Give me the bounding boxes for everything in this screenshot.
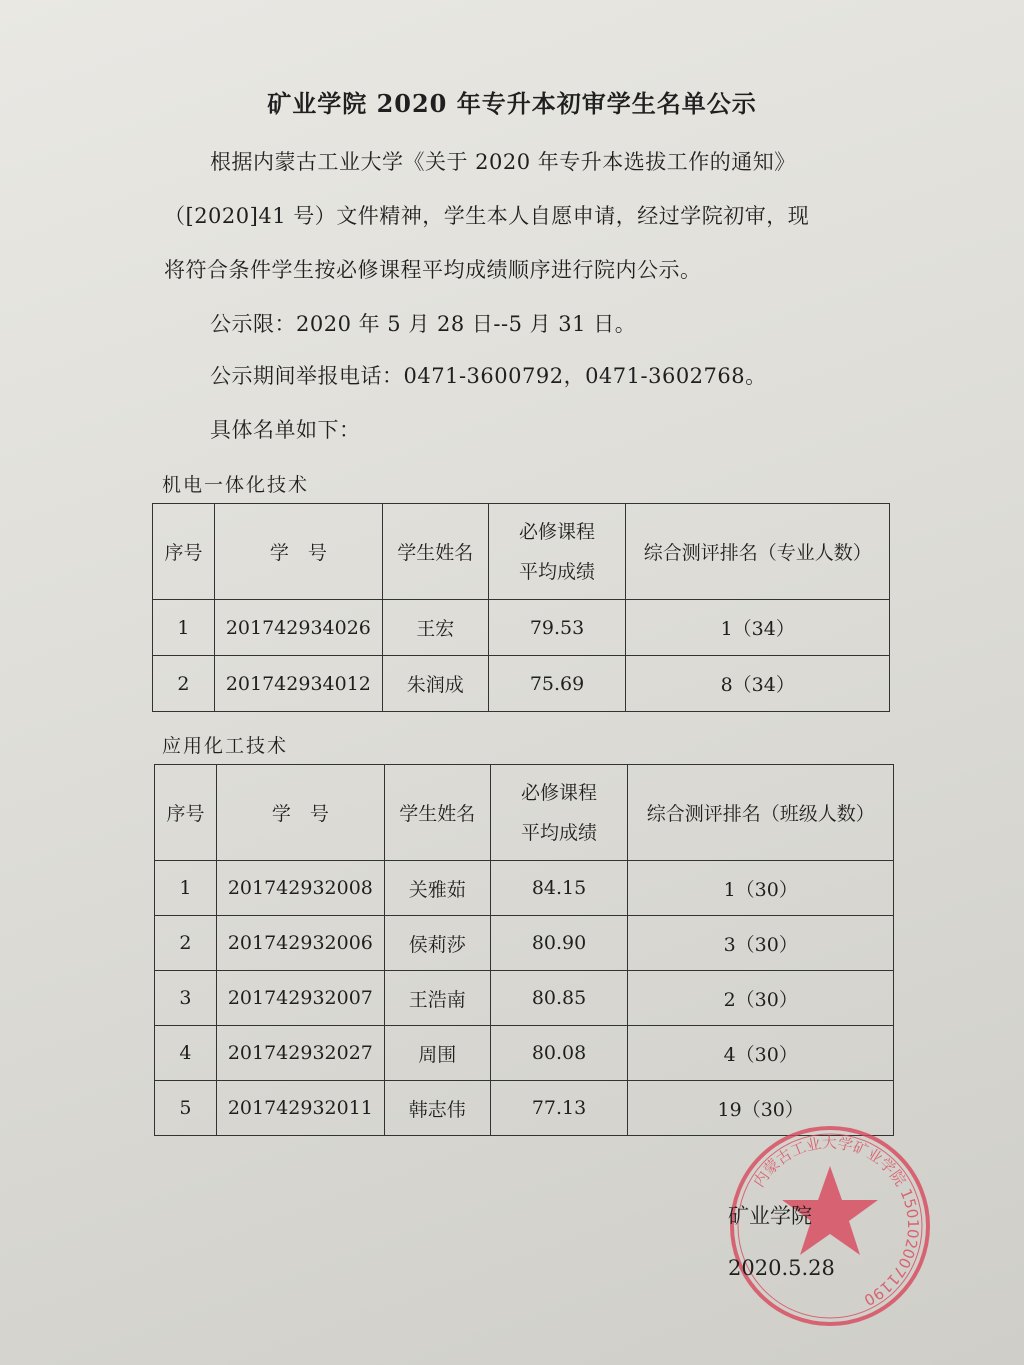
section-label-chemical-tech: 应用化工技术 [162, 735, 289, 757]
header-average-line1: 必修课程 [519, 520, 596, 543]
cell-ranking: 4（30） [628, 1026, 894, 1081]
cell-average-score: 84.15 [490, 861, 628, 916]
cell-student-id: 201742932011 [216, 1081, 384, 1136]
cell-student-name: 周围 [384, 1026, 490, 1081]
cell-student-name: 王浩南 [384, 971, 490, 1026]
intro-line-3: 将符合条件学生按必修课程平均成绩顺序进行院内公示。 [164, 258, 702, 282]
header-student-name: 学生姓名 [384, 765, 490, 861]
cell-average-score: 80.90 [490, 916, 628, 971]
cell-average-score: 79.53 [488, 600, 626, 656]
cell-seq: 5 [155, 1081, 217, 1136]
cell-student-id: 201742932006 [216, 916, 384, 971]
cell-average-score: 80.85 [490, 971, 628, 1026]
cell-ranking: 1（34） [626, 600, 890, 656]
publicity-period: 公示限：2020 年 5 月 28 日--5 月 31 日。 [210, 312, 637, 336]
cell-ranking: 8（34） [626, 656, 890, 712]
signature-date: 2020.5.28 [728, 1256, 835, 1280]
cell-ranking: 3（30） [628, 916, 894, 971]
table-row [155, 971, 894, 1026]
header-ranking: 综合测评排名（专业人数） [626, 504, 890, 600]
cell-student-name: 关雅茹 [384, 861, 490, 916]
table-row [155, 1026, 894, 1081]
section-label-mechatronics: 机电一体化技术 [162, 474, 310, 496]
cell-seq: 3 [155, 971, 217, 1026]
header-average-score [488, 504, 626, 600]
table-header-row [155, 765, 894, 861]
table-row [155, 916, 894, 971]
cell-ranking: 19（30） [628, 1081, 894, 1136]
signature-org: 矿业学院 [728, 1204, 812, 1228]
header-average-score [490, 765, 628, 861]
table-header-row [153, 504, 890, 600]
header-student-id: 学 号 [214, 504, 382, 600]
seal-lettering: 内蒙古工业大学矿业学院 1501020071190 [749, 1133, 923, 1310]
cell-seq: 2 [153, 656, 215, 712]
cell-average-score: 80.08 [490, 1026, 628, 1081]
header-student-name: 学生姓名 [382, 504, 488, 600]
cell-student-id: 201742934026 [214, 600, 382, 656]
table-row [153, 656, 890, 712]
cell-seq: 1 [153, 600, 215, 656]
header-average-line1: 必修课程 [521, 781, 598, 804]
cell-average-score: 77.13 [490, 1081, 628, 1136]
header-average-line2: 平均成绩 [521, 821, 598, 844]
cell-student-name: 王宏 [382, 600, 488, 656]
report-phone: 公示期间举报电话：0471-3600792，0471-3602768。 [210, 364, 767, 388]
table-row [155, 861, 894, 916]
cell-average-score: 75.69 [488, 656, 626, 712]
header-seq: 序号 [153, 504, 215, 600]
cell-student-id: 201742932007 [216, 971, 384, 1026]
cell-seq: 2 [155, 916, 217, 971]
cell-seq: 1 [155, 861, 217, 916]
cell-student-id: 201742932027 [216, 1026, 384, 1081]
cell-ranking: 2（30） [628, 971, 894, 1026]
page-title: 矿业学院 2020 年专升本初审学生名单公示 [267, 89, 757, 118]
cell-student-name: 朱润成 [382, 656, 488, 712]
header-ranking: 综合测评排名（班级人数） [628, 765, 894, 861]
cell-student-id: 201742932008 [216, 861, 384, 916]
header-seq: 序号 [155, 765, 217, 861]
header-average-line2: 平均成绩 [519, 560, 596, 583]
cell-student-id: 201742934012 [214, 656, 382, 712]
intro-line-2: （[2020]41 号）文件精神，学生本人自愿申请，经过学院初审，现 [164, 204, 810, 228]
cell-seq: 4 [155, 1026, 217, 1081]
header-student-id: 学 号 [216, 765, 384, 861]
intro-line-1: 根据内蒙古工业大学《关于 2020 年专升本选拔工作的通知》 [210, 150, 796, 174]
cell-student-name: 侯莉莎 [384, 916, 490, 971]
cell-student-name: 韩志伟 [384, 1081, 490, 1136]
table-mechatronics [152, 503, 890, 712]
table-row [153, 600, 890, 656]
table-chemical-tech [154, 764, 894, 1136]
list-intro: 具体名单如下： [210, 418, 361, 442]
cell-ranking: 1（30） [628, 861, 894, 916]
